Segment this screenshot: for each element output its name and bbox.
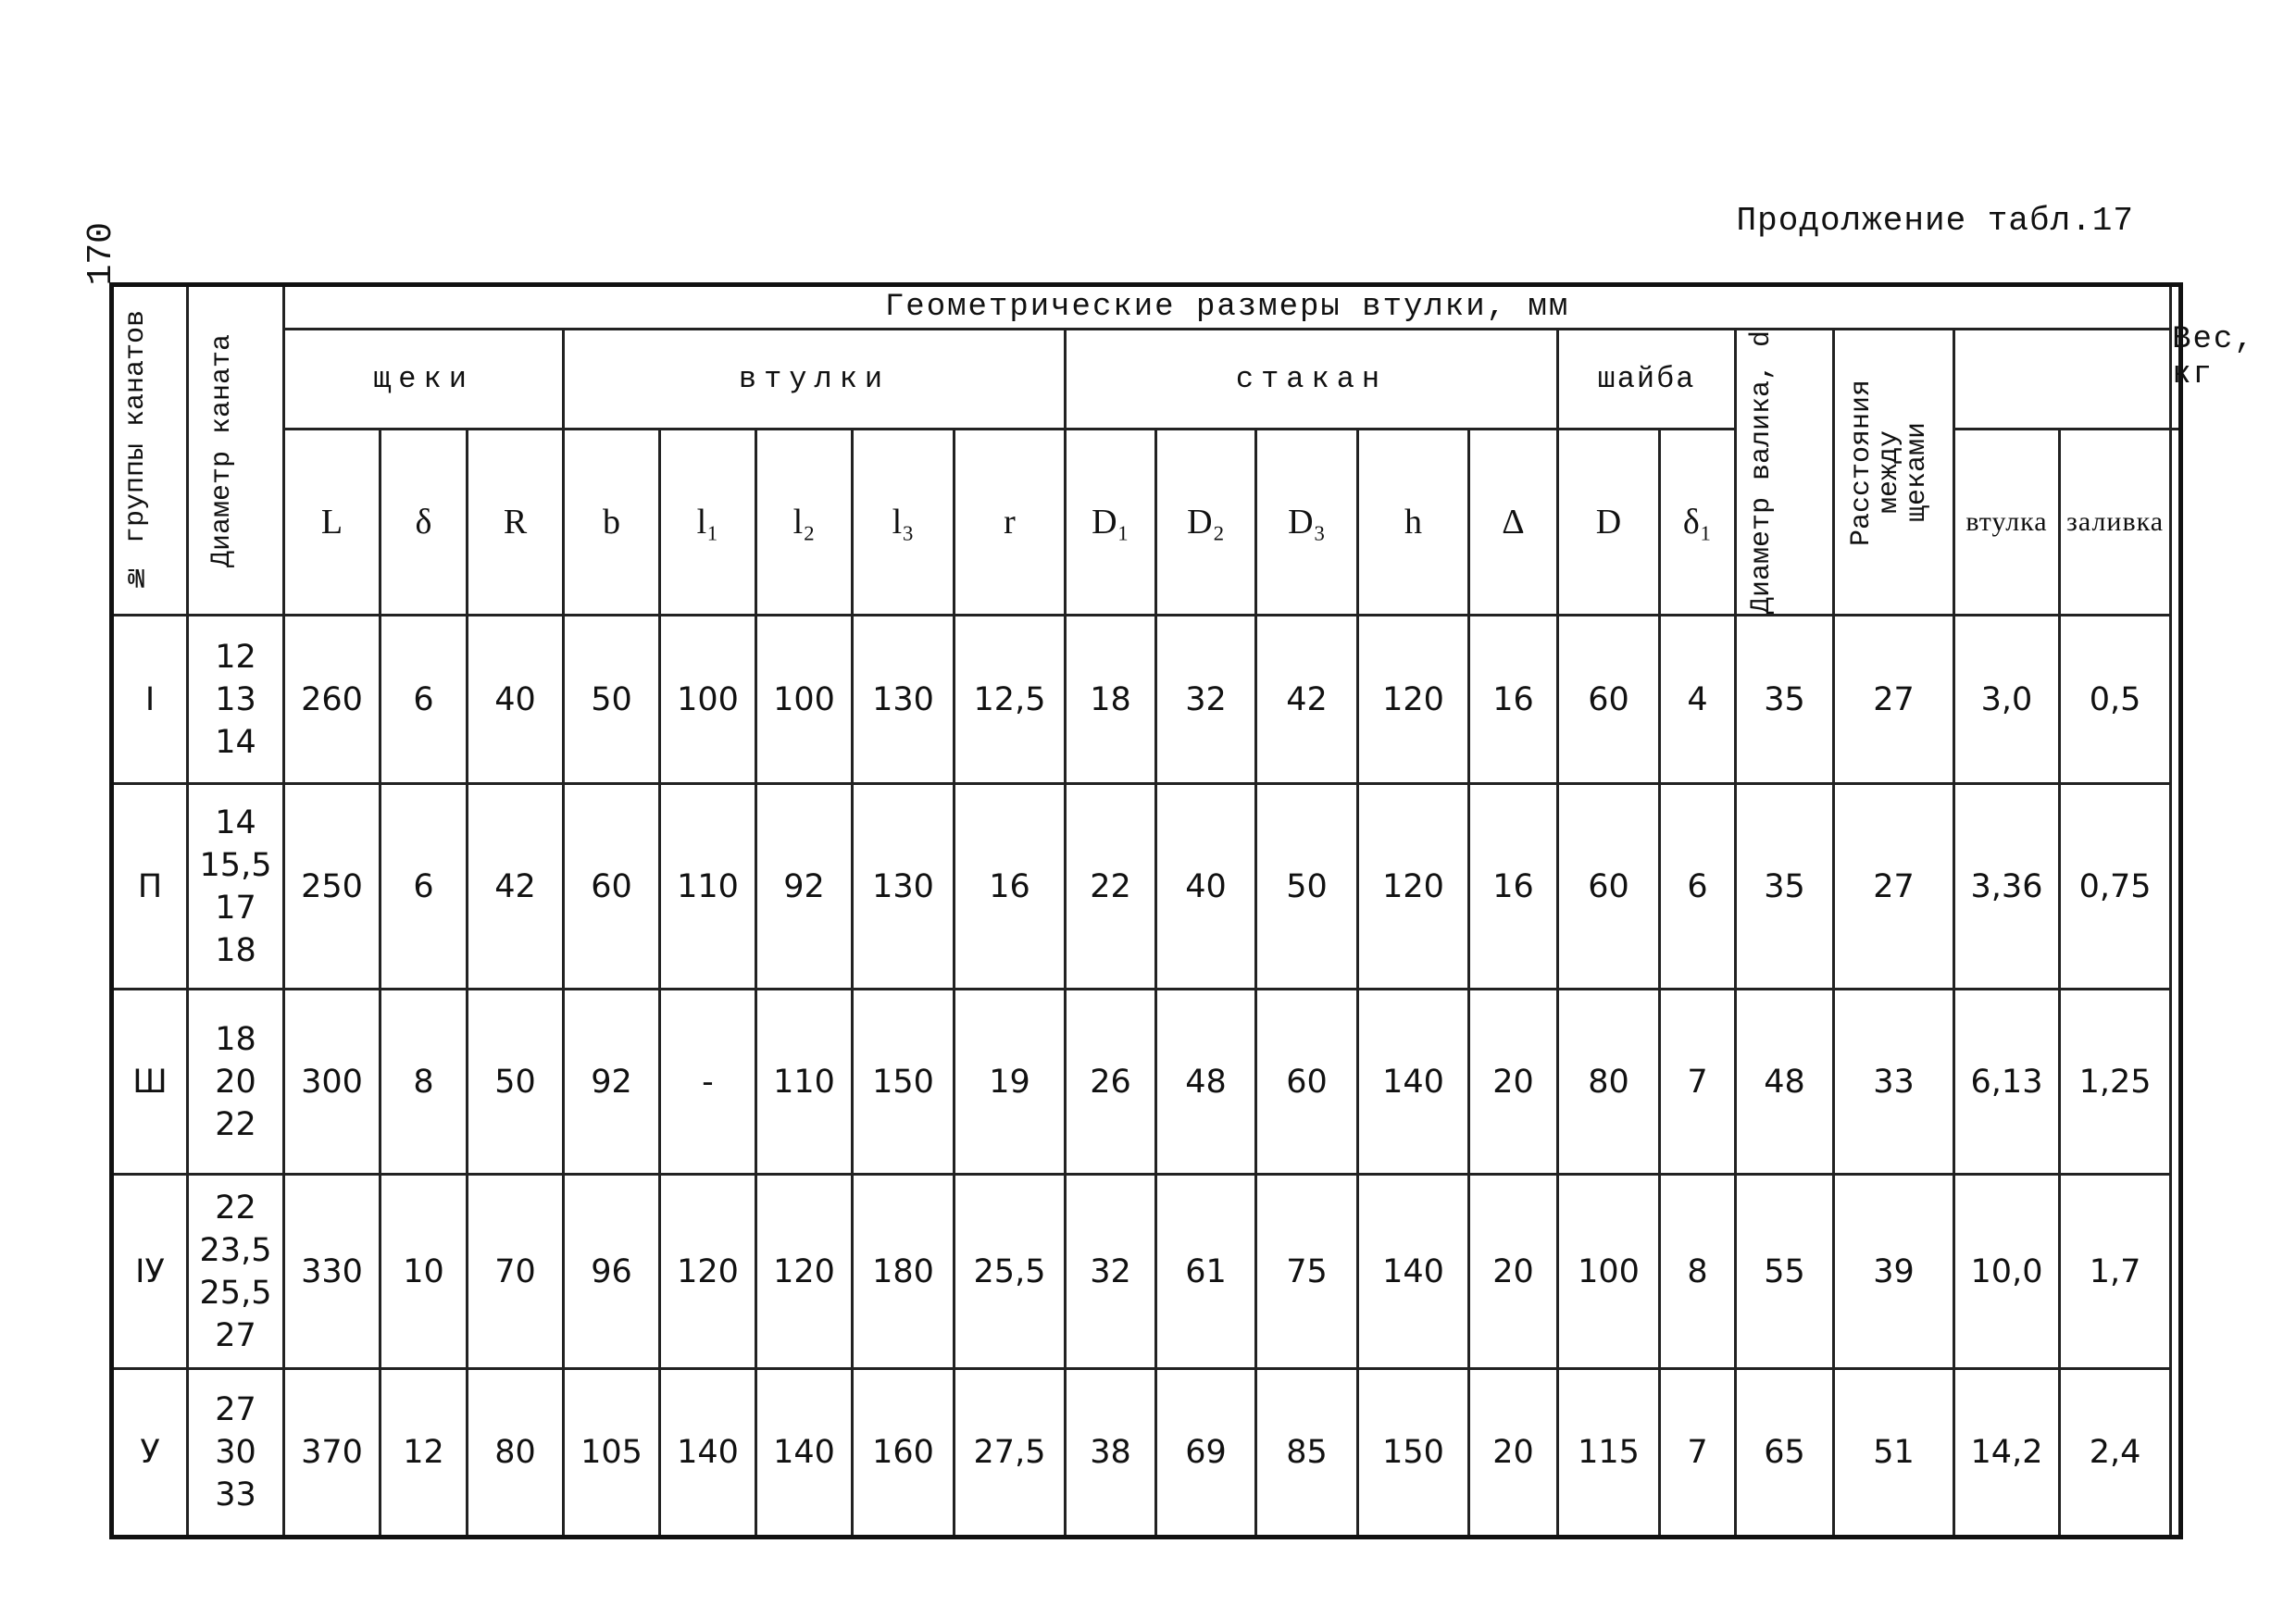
col-weight-bushing: втулка xyxy=(1954,429,2060,615)
cell-weight-bushing: 3,0 xyxy=(1954,616,2060,784)
cell-R: 40 xyxy=(468,616,564,784)
cell-Delta: 20 xyxy=(1469,990,1558,1175)
group-cell: У xyxy=(112,1369,188,1538)
cell-D2: 48 xyxy=(1156,990,1256,1175)
cell-b: 60 xyxy=(564,784,660,990)
diameter-value: 18 xyxy=(215,1020,256,1058)
group-cell: IУ xyxy=(112,1175,188,1369)
geometry-title: Геометрические размеры втулки, мм xyxy=(284,285,2171,330)
cell-l2: 120 xyxy=(756,1175,853,1369)
cell-weight-bushing: 10,0 xyxy=(1954,1175,2060,1369)
col-r: r xyxy=(955,429,1066,615)
cell-delta: 10 xyxy=(381,1175,468,1369)
cell-D: 115 xyxy=(1558,1369,1660,1538)
cell-roller-diameter: 65 xyxy=(1736,1369,1834,1538)
cell-weight-filling: 0,75 xyxy=(2060,784,2171,990)
cell-D2: 40 xyxy=(1156,784,1256,990)
diameter-value: 25,5 xyxy=(199,1274,272,1312)
cell-D3: 42 xyxy=(1256,616,1358,784)
cell-delta: 12 xyxy=(381,1369,468,1538)
cell-roller-diameter: 48 xyxy=(1736,990,1834,1175)
cell-l2: 92 xyxy=(756,784,853,990)
cell-D3: 60 xyxy=(1256,990,1358,1175)
cell-L: 330 xyxy=(284,1175,381,1369)
cell-r: 27,5 xyxy=(955,1369,1066,1538)
cell-h: 150 xyxy=(1358,1369,1469,1538)
cell-cheek-distance: 51 xyxy=(1834,1369,1954,1538)
cell-Delta: 20 xyxy=(1469,1175,1558,1369)
cell-delta: 6 xyxy=(381,616,468,784)
diameter-value: 15,5 xyxy=(199,846,272,884)
cell-l2: 140 xyxy=(756,1369,853,1538)
cell-l1: 110 xyxy=(660,784,756,990)
col-weight-filling: заливка xyxy=(2060,429,2171,615)
cell-D2: 69 xyxy=(1156,1369,1256,1538)
col-l3: l₃ xyxy=(853,429,955,615)
cell-R: 70 xyxy=(468,1175,564,1369)
cell-l2: 110 xyxy=(756,990,853,1175)
cell-D1: 38 xyxy=(1066,1369,1156,1538)
diameter-cell xyxy=(188,616,284,784)
diameter-value: 14 xyxy=(215,723,256,761)
group-cell: I xyxy=(112,616,188,784)
section-cheeks: щеки xyxy=(284,330,564,430)
cell-r: 12,5 xyxy=(955,616,1066,784)
cell-cheek-distance: 33 xyxy=(1834,990,1954,1175)
col-l1: l₁ xyxy=(660,429,756,615)
cell-D: 100 xyxy=(1558,1175,1660,1369)
col-D3: D₃ xyxy=(1256,429,1358,615)
table-row xyxy=(112,616,2181,784)
page-number: 170 xyxy=(81,222,121,286)
table-caption: Продолжение табл.17 xyxy=(1736,202,2134,240)
cell-weight-filling: 1,25 xyxy=(2060,990,2171,1175)
section-washer: шайба xyxy=(1558,330,1736,430)
col-D: D xyxy=(1558,429,1660,615)
cheek-distance-label: Расстояния между щеками xyxy=(1845,380,1933,547)
cell-D1: 22 xyxy=(1066,784,1156,990)
diameter-value: 30 xyxy=(215,1434,256,1472)
diameter-value: 23,5 xyxy=(199,1231,272,1269)
section-bushing: втулки xyxy=(564,330,1066,430)
cell-b: 96 xyxy=(564,1175,660,1369)
cell-weight-bushing: 6,13 xyxy=(1954,990,2060,1175)
table-row xyxy=(112,1175,2181,1369)
cell-R: 50 xyxy=(468,990,564,1175)
diameter-cell xyxy=(188,990,284,1175)
diameter-cell xyxy=(188,1369,284,1538)
weight-title: Вес, кг xyxy=(2171,285,2181,430)
cell-D3: 75 xyxy=(1256,1175,1358,1369)
col-l2: l₂ xyxy=(756,429,853,615)
col-Delta: Δ xyxy=(1469,429,1558,615)
diameter-value: 12 xyxy=(215,638,256,676)
cell-l3: 130 xyxy=(853,616,955,784)
cell-Delta: 20 xyxy=(1469,1369,1558,1538)
table-row xyxy=(112,784,2181,990)
group-cell: П xyxy=(112,784,188,990)
cell-D: 60 xyxy=(1558,784,1660,990)
col-delta: δ xyxy=(381,429,468,615)
cell-r: 19 xyxy=(955,990,1066,1175)
cell-L: 260 xyxy=(284,616,381,784)
cell-l2: 100 xyxy=(756,616,853,784)
cell-R: 42 xyxy=(468,784,564,990)
cell-b: 50 xyxy=(564,616,660,784)
diameter-value: 22 xyxy=(215,1105,256,1143)
cell-D: 60 xyxy=(1558,616,1660,784)
cell-D3: 85 xyxy=(1256,1369,1358,1538)
cell-r: 25,5 xyxy=(955,1175,1066,1369)
cell-weight-bushing: 3,36 xyxy=(1954,784,2060,990)
bushing-dimensions-table xyxy=(109,282,2255,1539)
col-b: b xyxy=(564,429,660,615)
cell-l1: 140 xyxy=(660,1369,756,1538)
cell-roller-diameter: 35 xyxy=(1736,784,1834,990)
cell-weight-filling: 1,7 xyxy=(2060,1175,2171,1369)
diameter-value: 17 xyxy=(215,889,256,927)
cell-delta1: 6 xyxy=(1660,784,1736,990)
cell-D3: 50 xyxy=(1256,784,1358,990)
cell-D1: 18 xyxy=(1066,616,1156,784)
cell-delta1: 4 xyxy=(1660,616,1736,784)
cell-delta: 8 xyxy=(381,990,468,1175)
cell-D: 80 xyxy=(1558,990,1660,1175)
cell-L: 370 xyxy=(284,1369,381,1538)
group-number-header xyxy=(112,285,188,616)
cell-h: 140 xyxy=(1358,1175,1469,1369)
cell-l3: 160 xyxy=(853,1369,955,1538)
rope-diameter-header xyxy=(188,285,284,616)
roller-diameter-label: Диаметр валика, d xyxy=(1745,330,1778,615)
roller-diameter-header xyxy=(1736,330,1834,616)
group-number-label: № группы канатов xyxy=(120,309,152,592)
cell-l1: 100 xyxy=(660,616,756,784)
cell-b: 105 xyxy=(564,1369,660,1538)
diameter-value: 20 xyxy=(215,1063,256,1101)
col-delta1: δ₁ xyxy=(1660,429,1736,615)
cell-b: 92 xyxy=(564,990,660,1175)
cell-roller-diameter: 55 xyxy=(1736,1175,1834,1369)
cell-roller-diameter: 35 xyxy=(1736,616,1834,784)
cell-h: 120 xyxy=(1358,784,1469,990)
cell-D2: 61 xyxy=(1156,1175,1256,1369)
cell-weight-bushing: 14,2 xyxy=(1954,1369,2060,1538)
cell-weight-filling: 2,4 xyxy=(2060,1369,2171,1538)
cell-delta: 6 xyxy=(381,784,468,990)
col-L: L xyxy=(284,429,381,615)
diameter-value: 14 xyxy=(215,803,256,841)
cell-R: 80 xyxy=(468,1369,564,1538)
cell-Delta: 16 xyxy=(1469,616,1558,784)
cell-r: 16 xyxy=(955,784,1066,990)
table-row xyxy=(112,990,2181,1175)
cell-cheek-distance: 27 xyxy=(1834,616,1954,784)
col-D1: D₁ xyxy=(1066,429,1156,615)
cell-L: 300 xyxy=(284,990,381,1175)
cell-weight-filling: 0,5 xyxy=(2060,616,2171,784)
cell-delta1: 8 xyxy=(1660,1175,1736,1369)
cell-l1: - xyxy=(660,990,756,1175)
cheek-distance-header xyxy=(1834,330,1954,616)
cell-l1: 120 xyxy=(660,1175,756,1369)
diameter-cell xyxy=(188,1175,284,1369)
cell-delta1: 7 xyxy=(1660,990,1736,1175)
cell-h: 120 xyxy=(1358,616,1469,784)
section-cup: стакан xyxy=(1066,330,1558,430)
group-cell: Ш xyxy=(112,990,188,1175)
cell-Delta: 16 xyxy=(1469,784,1558,990)
cell-cheek-distance: 39 xyxy=(1834,1175,1954,1369)
cell-D1: 26 xyxy=(1066,990,1156,1175)
cell-delta1: 7 xyxy=(1660,1369,1736,1538)
rope-diameter-label: Диаметр каната xyxy=(206,333,238,567)
diameter-value: 13 xyxy=(215,680,256,718)
diameter-value: 27 xyxy=(215,1316,256,1354)
diameter-value: 18 xyxy=(215,931,256,969)
cell-l3: 130 xyxy=(853,784,955,990)
cell-l3: 150 xyxy=(853,990,955,1175)
diameter-value: 33 xyxy=(215,1476,256,1514)
cell-D1: 32 xyxy=(1066,1175,1156,1369)
col-R: R xyxy=(468,429,564,615)
col-h: h xyxy=(1358,429,1469,615)
cell-L: 250 xyxy=(284,784,381,990)
cell-h: 140 xyxy=(1358,990,1469,1175)
table-row xyxy=(112,1369,2181,1538)
diameter-value: 22 xyxy=(215,1189,256,1227)
cell-cheek-distance: 27 xyxy=(1834,784,1954,990)
diameter-value: 27 xyxy=(215,1391,256,1429)
col-D2: D₂ xyxy=(1156,429,1256,615)
diameter-cell xyxy=(188,784,284,990)
cell-l3: 180 xyxy=(853,1175,955,1369)
cell-D2: 32 xyxy=(1156,616,1256,784)
